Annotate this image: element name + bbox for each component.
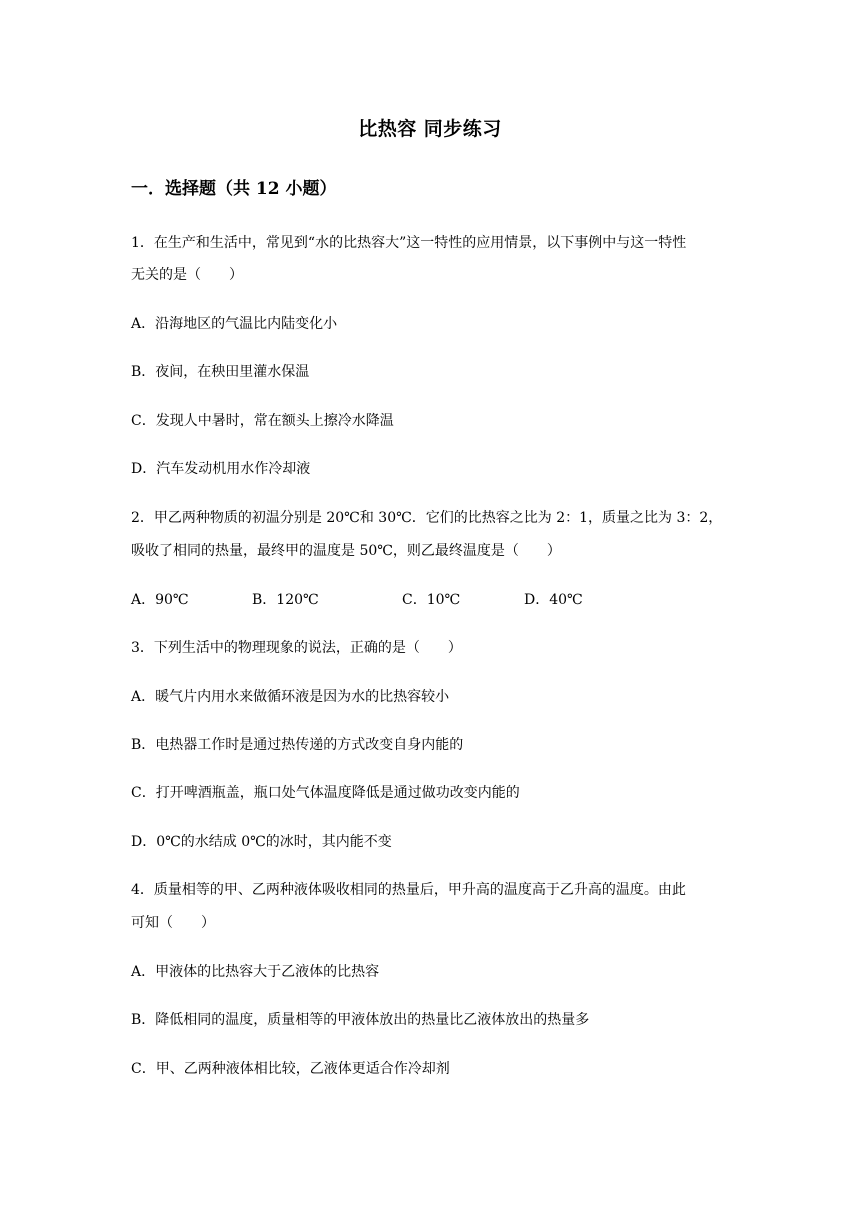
question-4-option-c: C．甲、乙两种液体相比较，乙液体更适合作冷却剂 — [131, 1061, 450, 1077]
question-3-option-b: B．电热器工作时是通过热传递的方式改变自身内能的 — [131, 737, 464, 753]
question-4-stem-line-1: 4．质量相等的甲、乙两种液体吸收相同的热量后，甲升高的温度高于乙升高的温度。由此 — [131, 882, 686, 898]
question-2-option-c: C．10℃ — [402, 592, 461, 608]
question-3-option-c: C．打开啤酒瓶盖，瓶口处气体温度降低是通过做功改变内能的 — [131, 785, 520, 801]
question-1-stem-line-2: 无关的是（ ） — [131, 267, 243, 283]
question-1-stem-line-1: 1．在生产和生活中，常见到“水的比热容大”这一特性的应用情景，以下事例中与这一特性 — [131, 235, 687, 251]
question-1-option-b: B．夜间，在秧田里灌水保温 — [131, 364, 310, 380]
question-3-option-a: A．暖气片内用水来做循环液是因为水的比热容较小 — [131, 689, 450, 705]
question-2-option-d: D．40℃ — [524, 592, 583, 608]
question-4-option-a: A．甲液体的比热容大于乙液体的比热容 — [131, 964, 380, 980]
section-heading: 一．选择题（共 12 小题） — [131, 179, 337, 199]
question-2-option-a: A．90℃ — [131, 592, 189, 608]
question-4-option-b: B．降低相同的温度，质量相等的甲液体放出的热量比乙液体放出的热量多 — [131, 1012, 590, 1028]
question-2-stem-line-2: 吸收了相同的热量，最终甲的温度是 50℃，则乙最终温度是（ ） — [131, 543, 561, 559]
question-3-option-d: D．0℃的水结成 0℃的冰时，其内能不变 — [131, 834, 392, 850]
question-3-stem: 3．下列生活中的物理现象的说法，正确的是（ ） — [131, 640, 462, 656]
question-2-stem-line-1: 2．甲乙两种物质的初温分别是 20℃和 30℃．它们的比热容之比为 2：1，质量之比为 3：2， — [131, 510, 723, 526]
page-title: 比热容 同步练习 — [358, 118, 502, 140]
question-1-option-d: D．汽车发动机用水作冷却液 — [131, 461, 311, 477]
question-4-stem-line-2: 可知（ ） — [131, 915, 215, 931]
question-2-option-b: B．120℃ — [252, 592, 319, 608]
question-1-option-a: A．沿海地区的气温比内陆变化小 — [131, 316, 338, 332]
question-1-option-c: C．发现人中暑时，常在额头上擦冷水降温 — [131, 413, 394, 429]
